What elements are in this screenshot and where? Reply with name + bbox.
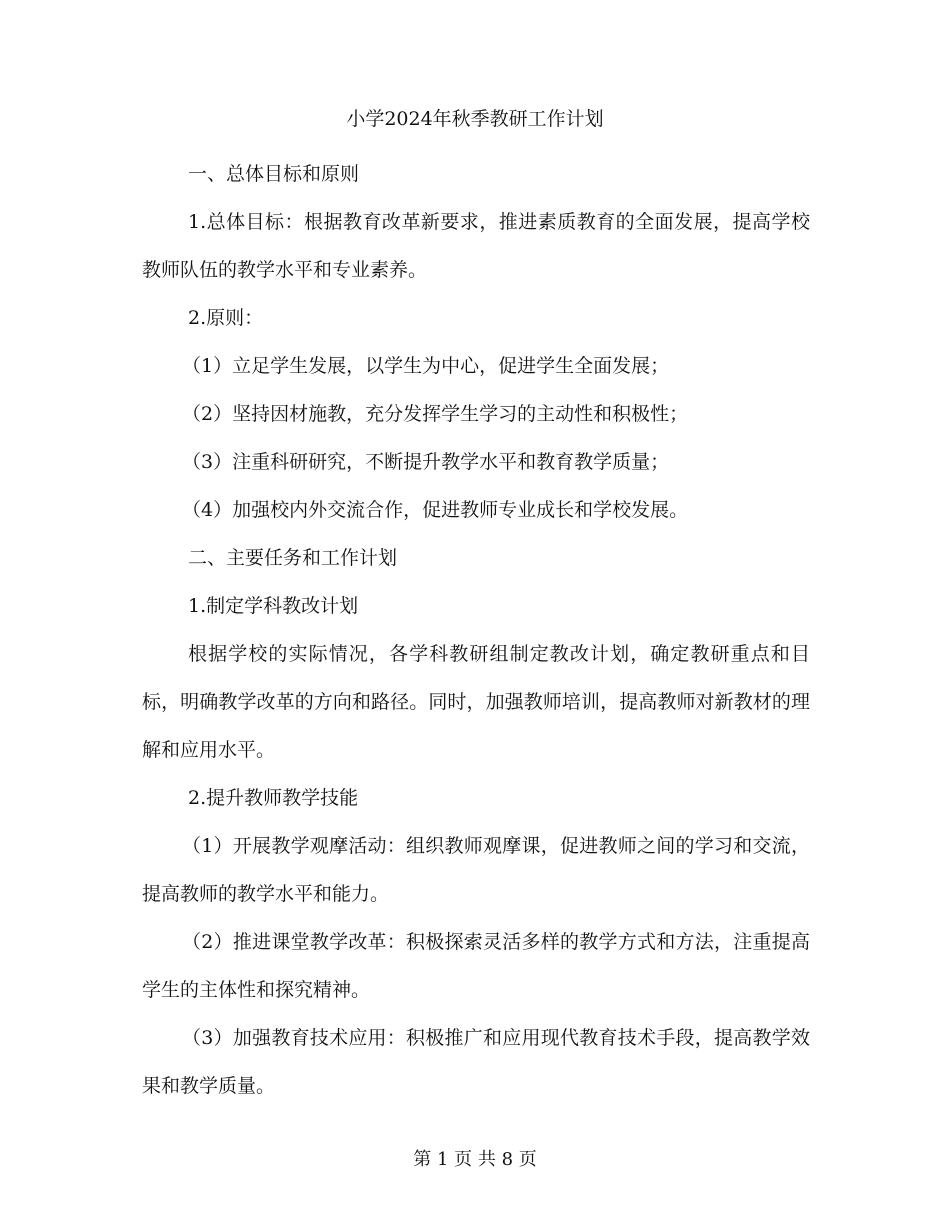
teaching-skill-item-1: （1）开展教学观摩活动：组织教师观摩课，促进教师之间的学习和交流，提高教师的教学水平和能力。: [142, 835, 810, 905]
principle-item-1: （1）立足学生发展，以学生为中心，促进学生全面发展；: [182, 355, 670, 377]
document-body: [142, 150, 810, 1110]
document-title: 小学2024年秋季教研工作计划: [346, 108, 604, 130]
subsection-heading-2: 2.提升教师教学技能: [188, 787, 359, 809]
section-heading-2: 二、主要任务和工作计划: [188, 547, 398, 569]
principle-item-3: （3）注重科研研究，不断提升教学水平和教育教学质量；: [182, 451, 670, 473]
overall-goal-paragraph: 1.总体目标：根据教育改革新要求，推进素质教育的全面发展，提高学校教师队伍的教学水平和专业素养。: [142, 211, 810, 281]
subsection-heading-1: 1.制定学科教改计划: [188, 595, 359, 617]
reform-plan-paragraph: 根据学校的实际情况，各学科教研组制定教改计划，确定教研重点和目标，明确教学改革的方向和路径。同时，加强教师培训，提高教师对新教材的理解和应用水平。: [142, 643, 810, 761]
principles-heading: 2.原则：: [188, 307, 264, 329]
teaching-skill-item-2: （2）推进课堂教学改革：积极探索灵活多样的教学方式和方法，注重提高学生的主体性和探究精神。: [142, 931, 810, 1001]
page-footer: 第 1 页 共 8 页: [413, 1149, 537, 1170]
teaching-skill-item-3: （3）加强教育技术应用：积极推广和应用现代教育技术手段，提高教学效果和教学质量。: [142, 1027, 810, 1097]
principle-item-4: （4）加强校内外交流合作，促进教师专业成长和学校发展。: [182, 499, 689, 521]
principle-item-2: （2）坚持因材施教，充分发挥学生学习的主动性和积极性；: [182, 403, 689, 425]
section-heading-1: 一、总体目标和原则: [188, 163, 360, 185]
